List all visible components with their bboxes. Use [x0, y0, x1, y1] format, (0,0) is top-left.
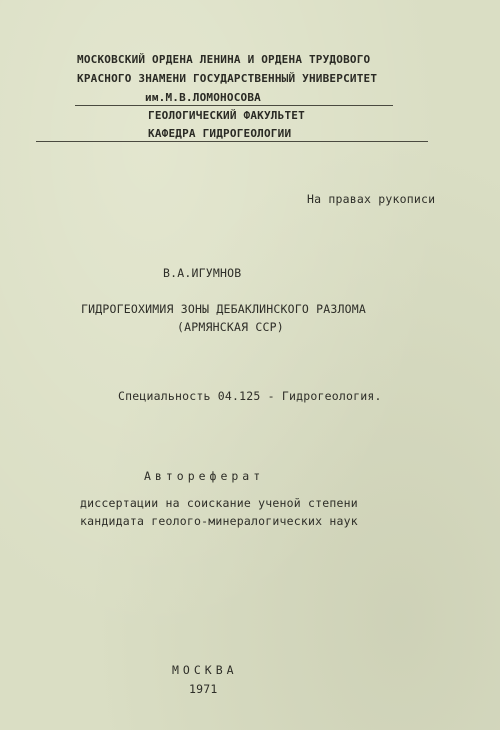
- department-name: КАФЕДРА ГИДРОГЕОЛОГИИ: [148, 127, 292, 140]
- abstract-line-2: диссертации на соискание ученой степени: [80, 496, 358, 510]
- faculty-name: ГЕОЛОГИЧЕСКИЙ ФАКУЛЬТЕТ: [148, 109, 305, 122]
- university-name-line-1: МОСКОВСКИЙ ОРДЕНА ЛЕНИНА И ОРДЕНА ТРУДОВОГО: [77, 53, 371, 66]
- header-underline-2: [36, 141, 428, 142]
- abstract-line-3: кандидата геолого-минералогических наук: [80, 514, 358, 528]
- year: 1971: [189, 682, 218, 696]
- specialty-line: Специальность 04.125 - Гидрогеология.: [118, 389, 382, 403]
- thesis-title-line-2: (АРМЯНСКАЯ ССР): [177, 320, 284, 334]
- city: МОСКВА: [172, 663, 238, 677]
- header-underline-1: [75, 105, 393, 106]
- university-name-line-3: им.М.В.ЛОМОНОСОВА: [145, 91, 261, 104]
- author-name: В.А.ИГУМНОВ: [163, 266, 242, 280]
- university-name-line-2: КРАСНОГО ЗНАМЕНИ ГОСУДАРСТВЕННЫЙ УНИВЕРСИТЕТ: [77, 72, 378, 85]
- rights-note: На правах рукописи: [307, 192, 436, 206]
- abstract-heading: Автореферат: [144, 469, 265, 483]
- thesis-title-line-1: ГИДРОГЕОХИМИЯ ЗОНЫ ДЕБАКЛИНСКОГО РАЗЛОМА: [81, 302, 366, 316]
